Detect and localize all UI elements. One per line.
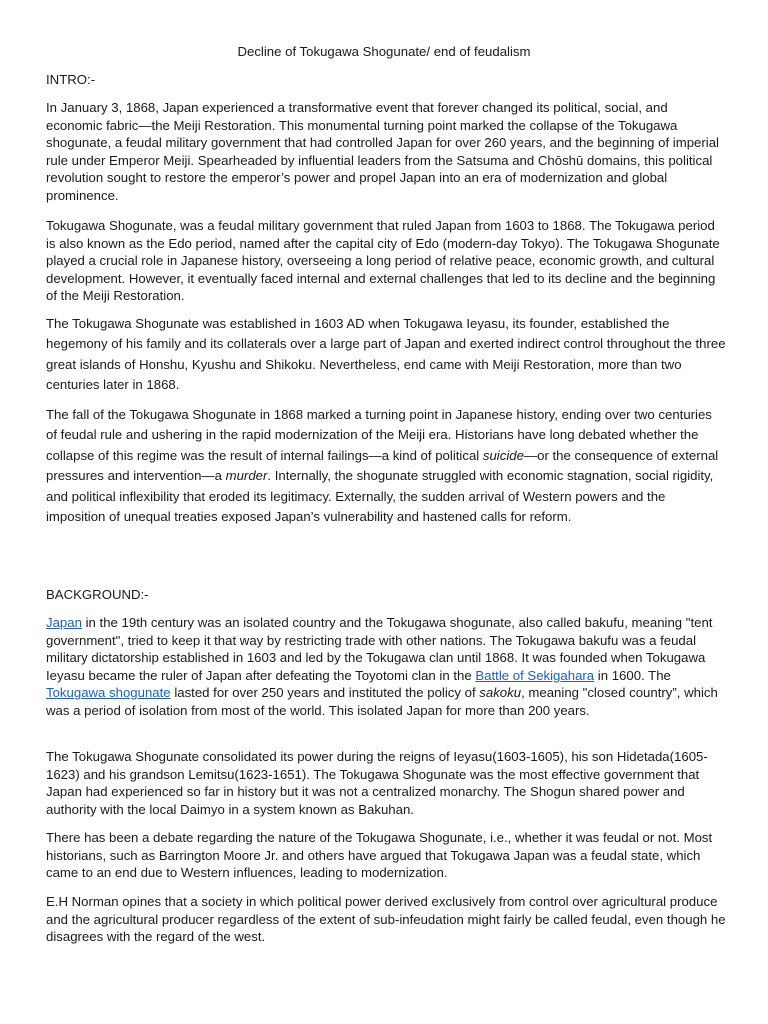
- background-paragraph-3: There has been a debate regarding the nature of the Tokugawa Shogunate, i.e., whether it was feudal or not. Most historians, such as Barrington Moore Jr. and others have argued that Tokugawa Japan was a feudal state, which came to an end due to Western influences, leading to modernization.: [46, 830, 713, 881]
- battle-of-sekigahara-link[interactable]: Battle of Sekigahara: [475, 667, 595, 683]
- background-heading: BACKGROUND:-: [46, 587, 149, 602]
- intro-paragraph-3: The Tokugawa Shogunate was established in 1603 AD when Tokugawa Ieyasu, its founder, established the hegemony of his family and its collaterals over a large part of Japan and exerted indirect control throughout the three great islands of Honshu, Kyushu and Shikoku. Nevertheless, end came with Meiji Restoration, more than two centuries later in 1868.: [46, 316, 726, 393]
- background-paragraph-1: [46, 614, 726, 720]
- background-paragraph-2: The Tokugawa Shogunate consolidated its power during the reigns of Ieyasu(1603-1605), his son Hidetada(1605-1623) and his grandson Lemitsu(1623-1651). The Tokugawa Shogunate was the most effective government that Japan had experienced so far in history but it was not a centralized monarchy. The Shogun shared power and authority with the local Daimyo in a system known as Bakuhan.: [46, 749, 708, 817]
- bg-p1-text-3: lasted for over 250 years and instituted the policy of: [170, 685, 480, 701]
- intro-heading: INTRO:-: [46, 72, 96, 87]
- intro-paragraph-1: In January 3, 1868, Japan experienced a transformative event that forever changed its political, social, and economic fabric—the Meiji Restoration. This monumental turning point marked the collapse of the Tokugawa shogunate, a feudal military government that had controlled Japan for over 260 years, and the beginning of imperial rule under Emperor Meiji. Spearheaded by influential leaders from the Satsuma and Chōshū domains, this political revolution sought to restore the emperor’s power and propel Japan into an era of modernization and global prominence.: [46, 100, 719, 203]
- sakoku-emphasis: sakoku: [479, 685, 522, 701]
- intro-p4-text-1: The fall of the Tokugawa Shogunate in 1868 marked a turning point in Japanese history, ending over two centuries of feudal rule and ushering in the rapid modernization of the Meiji era. Historians have long debated whether the collapse of this regime was the result of internal failings—a kind of political: [46, 407, 712, 463]
- tokugawa-shogunate-link[interactable]: Tokugawa shogunate: [46, 685, 171, 701]
- intro-p4-text-2: —or the consequence of external pressures and intervention—a: [46, 447, 719, 484]
- intro-paragraph-4: [46, 405, 726, 527]
- bg-p1-text-1: in the 19th century was an isolated country and the Tokugawa shogunate, also called bakufu, meaning "tent government", tried to keep it that way by restricting trade with other nations. The Tokugawa bakufu was a feudal military dictatorship established in 1603 and led by the Tokugawa clan until 1868. It was founded when Tokugawa Ieyasu became the ruler of Japan after defeating the Toyotomi clan in the: [46, 615, 713, 683]
- murder-emphasis: murder: [225, 468, 268, 484]
- bg-p1-text-4: , meaning "closed country”, which was a period of isolation from most of the world. This isolated Japan for more than 200 years.: [46, 685, 718, 718]
- intro-p4-text-3: . Internally, the shogunate struggled with economic stagnation, social rigidity, and political inflexibility that eroded its legitimacy. Externally, the sudden arrival of Western powers and the imposition of unequal treaties exposed Japan’s vulnerability and hastened calls for reform.: [46, 468, 714, 525]
- intro-paragraph-2: Tokugawa Shogunate, was a feudal military government that ruled Japan from 1603 to 1868. The Tokugawa period is also known as the Edo period, named after the capital city of Edo (modern-day Tokyo). The Tokugawa Shogunate played a crucial role in Japanese history, overseeing a long period of relative peace, economic growth, and cultural development. However, it eventually faced internal and external challenges that led to its decline and the beginning of the Meiji Restoration.: [46, 218, 720, 304]
- background-paragraph-4: E.H Norman opines that a society in which political power derived exclusively from control over agricultural produce and the agricultural producer regardless of the extent of sub-infeudation might fairly be called feudal, even though he disagrees with the regard of the west.: [46, 894, 726, 945]
- suicide-emphasis: suicide: [482, 447, 524, 463]
- japan-link[interactable]: Japan: [46, 615, 82, 630]
- document-title: Decline of Tokugawa Shogunate/ end of feudalism: [237, 44, 531, 59]
- bg-p1-text-2: in 1600. The: [594, 667, 671, 683]
